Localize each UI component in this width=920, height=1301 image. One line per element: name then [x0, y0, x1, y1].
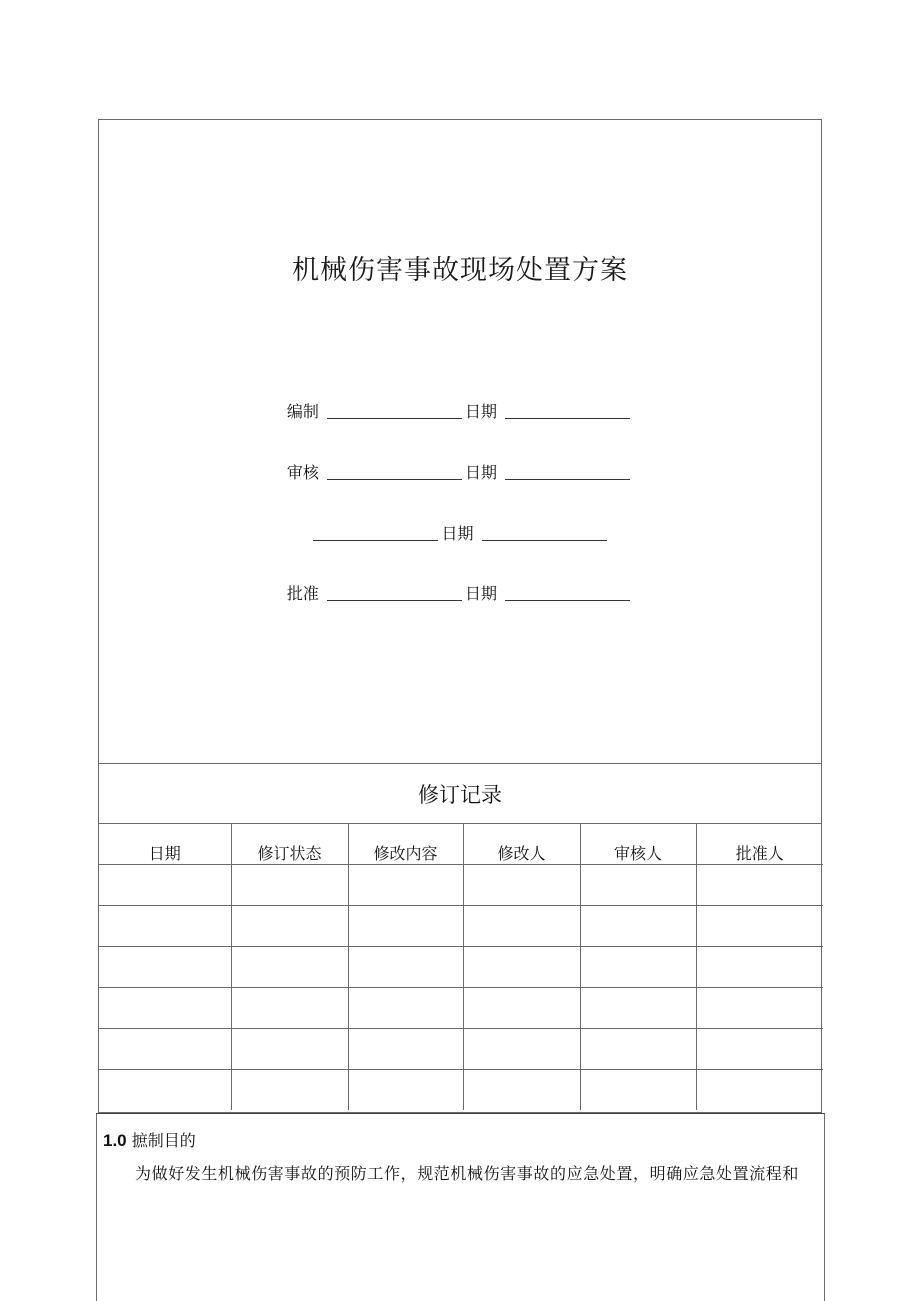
section-number: 1.0 [103, 1131, 127, 1150]
date-label: 日期 [465, 402, 498, 421]
sign-label: 审核 [286, 463, 319, 482]
table-cell [99, 865, 231, 906]
table-cell [231, 1070, 348, 1111]
table-cell [580, 988, 696, 1029]
col-header-content: 修改内容 [348, 824, 463, 865]
table-cell [463, 988, 580, 1029]
table-cell [231, 906, 348, 947]
table-cell [348, 1029, 463, 1070]
table-cell [99, 906, 231, 947]
table-cell [99, 947, 231, 988]
revision-record [98, 763, 822, 1113]
signature-line [327, 478, 462, 480]
date-line [505, 417, 630, 419]
col-header-reviewer: 审核人 [580, 824, 696, 865]
sign-label: 批准 [286, 584, 319, 603]
table-cell [696, 1029, 823, 1070]
table-header-row [99, 824, 823, 865]
table-cell [696, 865, 823, 906]
table-cell [99, 1070, 231, 1111]
revision-title: 修订记录 [99, 764, 821, 824]
table-cell [231, 865, 348, 906]
sign-row-review [99, 460, 821, 483]
table-row [99, 947, 823, 988]
table-cell [696, 988, 823, 1029]
table-cell [580, 1029, 696, 1070]
col-header-modifier: 修改人 [463, 824, 580, 865]
document-title: 机械伤害事故现场处置方案 [292, 255, 628, 286]
date-label: 日期 [465, 463, 498, 482]
table-cell [580, 947, 696, 988]
date-label: 日期 [465, 584, 498, 603]
table-cell [463, 1070, 580, 1111]
section-purpose [96, 1113, 825, 1301]
table-cell [696, 1070, 823, 1111]
table-cell [231, 1029, 348, 1070]
table-cell [231, 947, 348, 988]
signature-line [313, 539, 438, 541]
table-cell [348, 1070, 463, 1111]
table-cell [99, 1029, 231, 1070]
date-label: 日期 [441, 524, 474, 543]
signature-line [327, 599, 462, 601]
table-cell [463, 906, 580, 947]
sign-row-approve [99, 581, 821, 604]
table-cell [463, 865, 580, 906]
table-row [99, 1029, 823, 1070]
table-row [99, 988, 823, 1029]
table-row [99, 1070, 823, 1111]
table-cell [99, 988, 231, 1029]
date-line [505, 478, 630, 480]
sign-row-blank [99, 521, 821, 544]
section-title: 摭制目的 [131, 1131, 196, 1150]
signature-line [327, 417, 462, 419]
table-cell [580, 865, 696, 906]
table-row [99, 865, 823, 906]
revision-table [99, 824, 823, 1110]
table-cell [696, 906, 823, 947]
table-cell [580, 906, 696, 947]
sign-row-compile [99, 399, 821, 422]
section-heading [103, 1128, 196, 1151]
table-cell [696, 947, 823, 988]
col-header-date: 日期 [99, 824, 231, 865]
table-cell [580, 1070, 696, 1111]
table-cell [348, 947, 463, 988]
table-cell [348, 988, 463, 1029]
col-header-approver: 批准人 [696, 824, 823, 865]
table-cell [348, 906, 463, 947]
table-row [99, 906, 823, 947]
date-line [505, 599, 630, 601]
date-line [482, 539, 607, 541]
table-cell [231, 988, 348, 1029]
col-header-revision-status: 修订状态 [231, 824, 348, 865]
section-paragraph: 为做好发生机械伤害事故的预防工作，规范机械伤害事故的应急处置，明确应急处置流程和 [135, 1164, 800, 1183]
table-cell [463, 947, 580, 988]
cover-page [98, 119, 822, 763]
sign-label: 编制 [286, 402, 319, 421]
table-cell [348, 865, 463, 906]
table-cell [463, 1029, 580, 1070]
